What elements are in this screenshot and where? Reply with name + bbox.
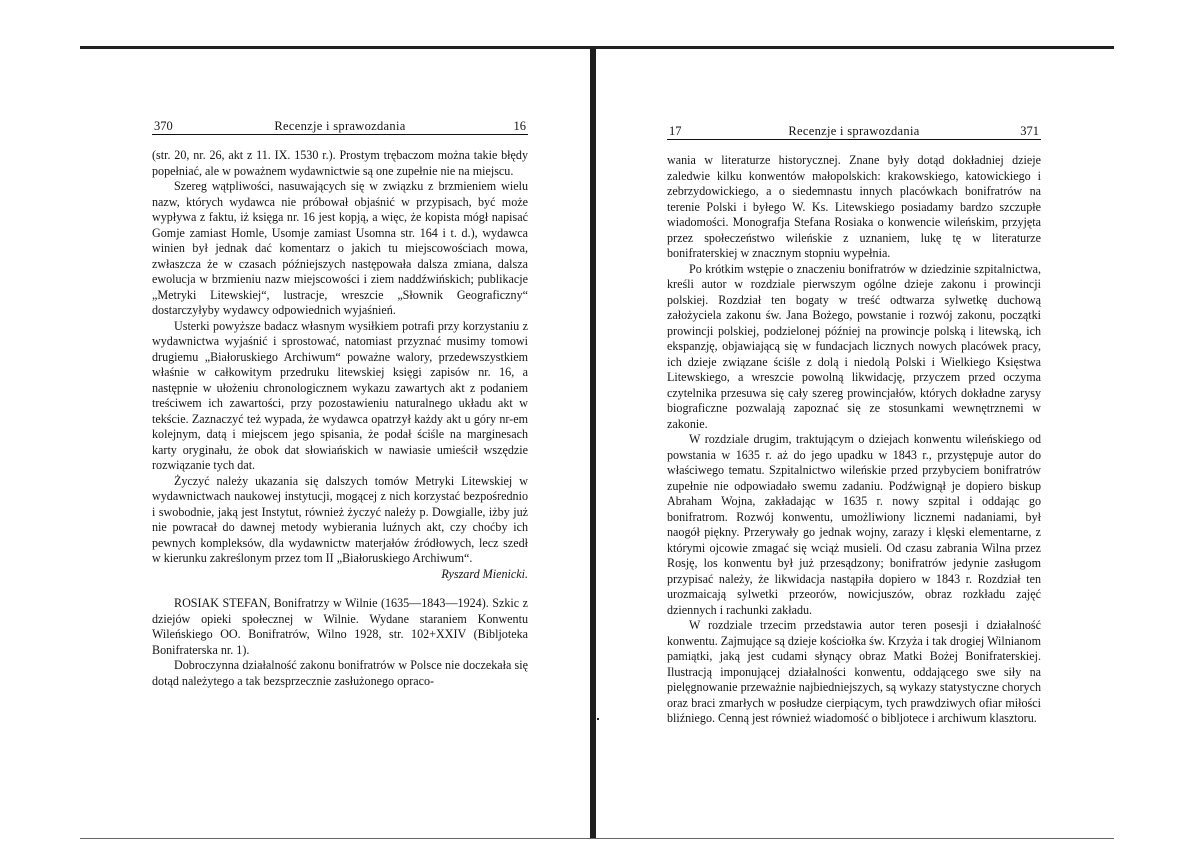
paragraph: Dobroczynna działalność zakonu bonifratrów w Polsce nie doczekała się dotąd należytego a tak bezsprzecznie zasłużonego opraco- [152,658,528,688]
paragraph: Po krótkim wstępie o znaczeniu bonifratrów w dziedzinie szpitalnictwa, kreśli autor w rozdziale pierwszym ogólne dzieje zakonu i prowincji polskiej. Rozdział ten bogaty w treść odtwarza sylwetkę duchową założyciela zakonu św. Jana Bożego, powstanie i rozwój zakonu, początki prowincji polskiej, podzielonej później na prowincje polską i litewską, ich ekspanzję, objawiającą się w fundacjach licznych nowych placówek pracy, ich dzieje związane ściśle z dolą i niedolą Polski i Wielkiego Księstwa Litewskiego, a wreszcie powolną likwidację, przyczem przed oczyma czytelnika przesuwa się cały szereg prowincjałów, których dokładne zarysy biograficzne pozwalają zapoznać się ze stosunkami wewnętrznemi w zakonie. [667,261,1041,431]
left-page [152,118,528,689]
top-edge-right [592,46,1114,49]
paragraph: Życzyć należy ukazania się dalszych tomów Metryki Litewskiej w wydawnictwach naukowej instytucji, mogącej z nich korzystać bezpośrednio i swobodnie, jaką jest Instytut, również życzyć należy p. Dowgialle, iżby już nie powracał do dawnej metody wybierania luźnych akt, czy choćby ich pewnych kompleksów, dla wydawnictw materjałów źródłowych, lecz szedł w kierunku zakreślonym przez tom II „Białoruskiego Archiwum“. [152,473,528,565]
paragraph: (str. 20, nr. 26, akt z 11. IX. 1530 r.). Prostym trębaczom można takie błędy popełniać, ale w poważnem wydawnictwie są one zupełnie nie na miejscu. [152,148,528,178]
left-page-body [152,148,528,689]
right-page [667,123,1041,727]
review-signature: Ryszard Mienicki. [441,566,528,581]
right-page-body [667,153,1041,727]
bottom-edge [80,838,1114,839]
left-page-header [152,118,528,135]
speck-mark [597,718,599,720]
paragraph: Szereg wątpliwości, nasuwających się w związku z brzmieniem wielu nazw, których wydawca nie próbował objaśnić w przypisach, być może wypływa z faktu, iż księga nr. 16 jest kopją, a więc, że kopista mógł napisać Gomje zamiast Homle, Usomje zamiast Usomna str. 164 i t. d.), wydawca winien był jednak dać komentarz o jakich tu miejscowościach mowa, zwłaszcza że w czasach późniejszych następowała dalsza zmiana, dalsza ewolucja w brzmieniu nazw miejscowości i ziem naddźwińskich; publikacje „Metryki Litewskiej“, lustracje, wreszcie „Słownik Geograficzny“ dostarczyłyby wydawcy odpowiednich wyjaśnień. [152,179,528,317]
section-number: 16 [513,119,526,133]
review-entry: ROSIAK STEFAN, Bonifratrzy w Wilnie (1635—1843—1924). Szkic z dziejów opieki społecznej w Wilnie. Wydane staraniem Konwentu Wileńskiego OO. Bonifratrów, Wilno 1928, str. 102+XXIV (Bibljoteka Bonifraterska nr. 1). [152,596,528,657]
paragraph: wania w literaturze historycznej. Znane były dotąd dokładniej dzieje zaledwie kilku konwentów małopolskich: krakowskiego, katowickiego i zebrzydowickiego, a o siedemnastu innych placówkach bonifratrów na terenie Polski i byłego W. Ks. Litewskiego posiadamy bardzo szczupłe wiadomości. Monografja Stefana Rosiaka o konwencie wileńskim, przyjęta przez społeczeństwo wileńskie z uznaniem, lukę tę w literaturze bonifraterskiej w znacznym stopniu wypełnia. [667,153,1041,260]
paragraph: W rozdziale drugim, traktującym o dziejach konwentu wileńskiego od powstania w 1635 r. aż do jego upadku w 1843 r., przystępuje autor do właściwego tematu. Szpitalnictwo wileńskie przed przybyciem bonifratrów zupełnie nie odpowiadało swemu zadaniu. Podźwignął je dopiero biskup Abraham Wojna, zakładając w 1635 r. nowy szpital i oddając go bonifratrom. Rozwój konwentu, umożliwiony licznemi nadaniami, był naogół piękny. Przerywały go jednak wojny, zarazy i klęski elementarne, z którymi ojcowie zmagać się wciąż musieli. Od czasu zabrania Wilna przez Rosję, los konwentu był już przesądzony; bonifratrów jedynie zasługom przypisać należy, że likwidacja nastąpiła dopiero w 1843 r. Rozdział ten urozmaicają sylwetki przeorów, nowicjuszów, obraz rozkładu zajęć dziennych i rachunki zakładu. [667,432,1041,617]
right-page-header [667,123,1041,140]
page-number: 371 [1020,124,1039,138]
section-number: 17 [669,124,682,138]
paragraph: W rozdziale trzecim przedstawia autor teren posesji i działalność konwentu. Zajmujące są dzieje kościołka św. Krzyża i tak drogiej Wilnianom pamiątki, jaką jest cudami słynący obraz Matki Bożej Bonifraterskiej. Ilustracją imponującej działalności konwentu, oddającego swe siły na pielęgnowanie przeważnie najbiedniejszych, są wykazy statystyczne chorych oraz braci zmarłych w posłudze cierpiącym, tych prawdziwych ofiar miłości bliźniego. Cenną jest również wiadomość o bibljotece i archiwum klasztoru. [667,618,1041,725]
spacer [152,582,528,596]
running-head: Recenzje i sprawozdania [788,124,920,138]
page-number: 370 [154,119,173,133]
top-edge-left [80,46,592,49]
paragraph: Usterki powyższe badacz własnym wysiłkiem potrafi przy korzystaniu z wydawnictwa wyjaśnić i sprostować, natomiast przyznać musimy tomowi drugiemu „Białoruskiego Archiwum“ poważne walory, przedewszystkiem właśnie w całkowitym przedruku litewskiej księgi zapisów nr. 16, a następnie w ułożeniu chronologicznem wykazu zawartych akt z podaniem treściwem ich zawartości, przy pozostawieniu naturalnego układu akt w tekście. Zaznaczyć też wypada, że wydawca opatrzył każdy akt u góry nr-em kolejnym, datą i miejscem jego spisania, że podał ściśle na marginesach karty oryginału, że obok dat słowiańskich w nawiasie umieścił wszędzie rozwiązanie tych dat. [152,318,528,472]
running-head: Recenzje i sprawozdania [274,119,406,133]
book-gutter [590,48,596,838]
